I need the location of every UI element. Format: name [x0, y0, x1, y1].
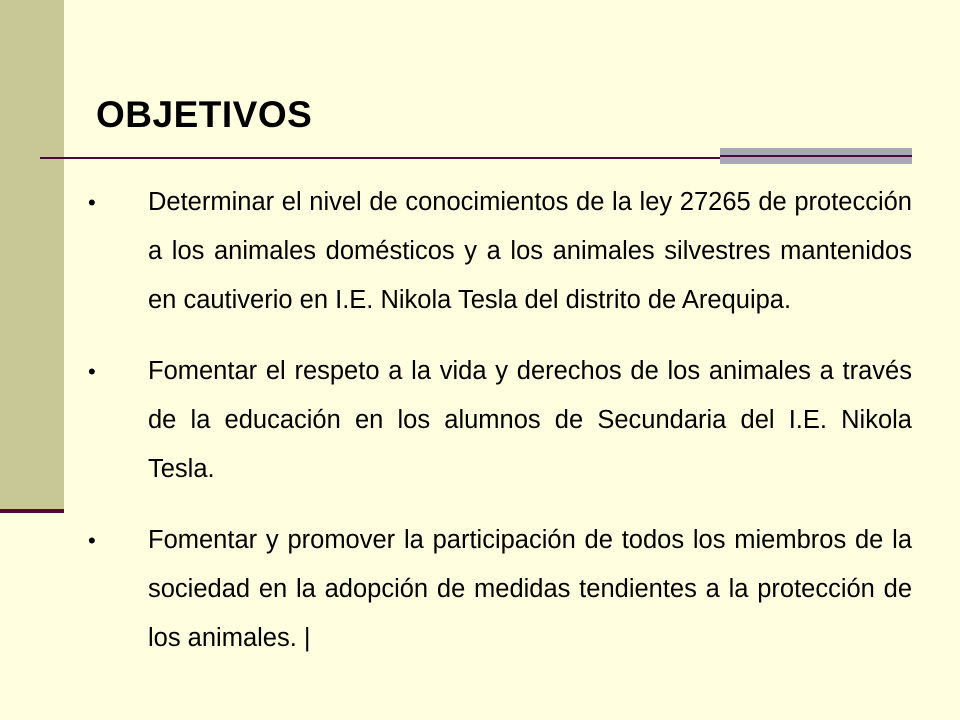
side-decoration-bar: [0, 0, 64, 512]
bullet-icon: •: [88, 359, 96, 384]
objective-item: [88, 516, 912, 663]
bullet-icon: •: [88, 190, 96, 215]
objective-text: Fomentar y promover la participación de todos los miembros de la sociedad en la adopción de medidas tendientes a la protección de los animales. |: [148, 526, 912, 652]
objectives-list: [88, 178, 912, 685]
bullet-icon: •: [88, 528, 96, 553]
slide-title: OBJETIVOS: [96, 94, 313, 135]
objective-item: [88, 347, 912, 494]
objective-text: Determinar el nivel de conocimientos de la ley 27265 de protección a los animales domésticos y a los animales silvestres mantenidos en cautiverio en I.E. Nikola Tesla del distrito de Arequipa.: [148, 188, 912, 314]
side-decoration-rule: [0, 509, 64, 513]
title-divider-accent-line: [720, 155, 912, 157]
objective-item: [88, 178, 912, 325]
objective-text: Fomentar el respeto a la vida y derechos de los animales a través de la educación en los alumnos de Secundaria del I.E. Nikola Tesla.: [148, 357, 912, 483]
